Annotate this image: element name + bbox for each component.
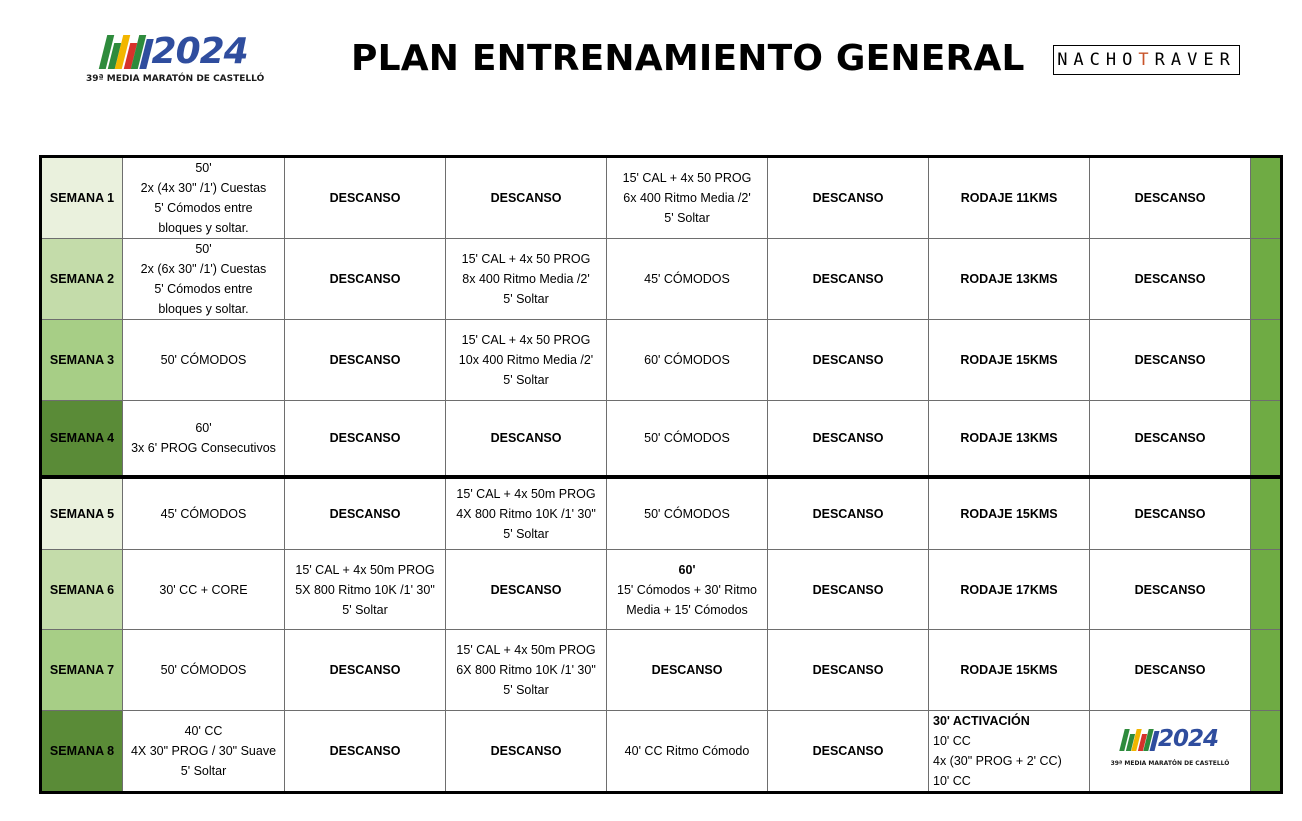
- cell-line: DESCANSO: [1134, 430, 1206, 445]
- m-letter-icon: [103, 35, 151, 69]
- cell-line: 45' CÓMODOS: [160, 506, 247, 521]
- cell-line: 2x (6x 30" /1') Cuestas: [140, 262, 267, 276]
- cell-line: 40' CC Ritmo Cómodo: [624, 744, 750, 758]
- cell-line: 5' Soltar: [503, 373, 549, 387]
- day-cell: [446, 630, 607, 711]
- cell-line: DESCANSO: [490, 191, 562, 205]
- cell-line: DESCANSO: [490, 430, 562, 445]
- cell-line: DESCANSO: [329, 353, 401, 367]
- cell-line: DESCANSO: [1134, 272, 1206, 286]
- cell-line: 15' CAL + 4x 50m PROG: [456, 486, 596, 501]
- cell-line: 5X 800 Ritmo 10K /1' 30": [295, 582, 435, 597]
- day-cell: [446, 157, 607, 239]
- day-cell: [929, 320, 1090, 401]
- brand-name-end: RAVER: [1154, 50, 1236, 70]
- cell-line: 2x (4x 30" /1') Cuestas: [140, 181, 267, 195]
- day-cell: [607, 320, 768, 401]
- day-cell: [285, 239, 446, 320]
- week-row: [41, 711, 1282, 793]
- day-cell: [285, 320, 446, 401]
- cell-line: 6x 400 Ritmo Media /2': [623, 191, 751, 205]
- brand-name-start: NACHO: [1057, 50, 1139, 70]
- cell-line: DESCANSO: [812, 582, 884, 597]
- cell-line: 40' CC: [184, 724, 223, 738]
- day-cell: [768, 320, 929, 401]
- day-cell: [607, 401, 768, 477]
- cell-line: DESCANSO: [812, 353, 884, 367]
- day-cell: [123, 401, 285, 477]
- day-cell: [285, 630, 446, 711]
- cell-line: bloques y soltar.: [158, 302, 249, 316]
- day-cell: [607, 477, 768, 550]
- cell-line: 15' CAL + 4x 50 PROG: [461, 333, 591, 347]
- cell-line: RODAJE 15KMS: [960, 506, 1058, 521]
- cell-line: 60' CÓMODOS: [644, 353, 730, 367]
- day-cell: [929, 477, 1090, 550]
- green-stripe: [1251, 477, 1282, 550]
- day-cell: [123, 320, 285, 401]
- cell-line: DESCANSO: [812, 506, 884, 521]
- week-label: SEMANA 3: [41, 320, 123, 401]
- cell-line: 15' Cómodos + 30' Ritmo: [617, 582, 757, 597]
- week-label: SEMANA 5: [41, 477, 123, 550]
- green-stripe: [1251, 401, 1282, 477]
- cell-line: 45' CÓMODOS: [644, 272, 730, 286]
- cell-line: 8x 400 Ritmo Media /2': [462, 272, 590, 286]
- day-cell: [607, 239, 768, 320]
- training-plan-table: [39, 155, 1283, 794]
- day-cell: [607, 711, 768, 793]
- cell-line: DESCANSO: [812, 663, 884, 677]
- day-cell: [446, 401, 607, 477]
- green-stripe: [1251, 711, 1282, 793]
- day-cell: [1090, 550, 1251, 630]
- cell-line: DESCANSO: [812, 272, 884, 286]
- cell-line: bloques y soltar.: [158, 221, 249, 235]
- week-row: [41, 630, 1282, 711]
- cell-line: Media + 15' Cómodos: [626, 602, 748, 617]
- cell-line: 5' Soltar: [503, 292, 549, 306]
- day-cell: [123, 239, 285, 320]
- cell-line: DESCANSO: [1134, 663, 1206, 677]
- day-cell: [929, 401, 1090, 477]
- cell-line: DESCANSO: [329, 663, 401, 677]
- race-logo: [86, 31, 265, 84]
- day-cell: [285, 401, 446, 477]
- day-cell: [768, 157, 929, 239]
- race-logo-small: [1092, 728, 1248, 774]
- week-label: SEMANA 2: [41, 239, 123, 320]
- page-title: PLAN ENTRENAMIENTO GENERAL: [351, 38, 1025, 79]
- week-row: [41, 401, 1282, 477]
- cell-line: DESCANSO: [1134, 506, 1206, 521]
- cell-line: 10x 400 Ritmo Media /2': [458, 353, 594, 367]
- cell-line: DESCANSO: [651, 663, 723, 677]
- green-stripe: [1251, 630, 1282, 711]
- day-cell: [768, 550, 929, 630]
- cell-line: RODAJE 13KMS: [960, 272, 1058, 286]
- day-cell: [768, 630, 929, 711]
- day-cell: [285, 157, 446, 239]
- logo-subtitle: 39ª MEDIA MARATÓN DE CASTELLÓ: [1110, 760, 1230, 767]
- cell-line: DESCANSO: [1134, 353, 1206, 367]
- green-stripe: [1251, 320, 1282, 401]
- day-cell: [768, 239, 929, 320]
- day-cell: [607, 550, 768, 630]
- cell-line: 4X 800 Ritmo 10K /1' 30": [456, 506, 596, 521]
- logo-year: 2024: [151, 31, 248, 72]
- cell-line: DESCANSO: [1134, 582, 1206, 597]
- day-cell: [1090, 239, 1251, 320]
- week-row: [41, 477, 1282, 550]
- day-cell: [446, 320, 607, 401]
- cell-line: DESCANSO: [329, 272, 401, 286]
- green-stripe: [1251, 550, 1282, 630]
- day-cell: [768, 477, 929, 550]
- week-label: SEMANA 6: [41, 550, 123, 630]
- cell-line: DESCANSO: [329, 506, 401, 521]
- day-cell: [929, 711, 1090, 793]
- green-stripe: [1251, 239, 1282, 320]
- cell-line: 5' Soltar: [342, 602, 388, 617]
- week-row: [41, 157, 1282, 239]
- m-letter-icon: [1122, 729, 1158, 751]
- week-row: [41, 550, 1282, 630]
- day-cell: [607, 157, 768, 239]
- day-cell: [123, 477, 285, 550]
- cell-line: 15' CAL + 4x 50m PROG: [456, 643, 596, 657]
- day-cell: [446, 477, 607, 550]
- day-cell: [607, 630, 768, 711]
- brand-logo: [1053, 45, 1240, 75]
- cell-line: 50': [195, 242, 212, 256]
- cell-line: RODAJE 17KMS: [960, 582, 1058, 597]
- cell-line: DESCANSO: [490, 582, 562, 597]
- week-label: SEMANA 7: [41, 630, 123, 711]
- day-cell: [446, 711, 607, 793]
- cell-line: 4X 30" PROG / 30" Suave: [130, 744, 277, 758]
- cell-line: 50' CÓMODOS: [160, 353, 247, 367]
- cell-line: DESCANSO: [812, 430, 884, 445]
- cell-line: DESCANSO: [812, 191, 884, 205]
- cell-line: 15' CAL + 4x 50 PROG: [461, 252, 591, 266]
- cell-line: 5' Soltar: [180, 764, 227, 778]
- training-plan-body: [41, 157, 1282, 793]
- cell-line: RODAJE 15KMS: [960, 663, 1058, 677]
- logo-year: 2024: [1157, 726, 1218, 752]
- day-cell: [123, 550, 285, 630]
- day-cell: [1090, 401, 1251, 477]
- week-row: [41, 320, 1282, 401]
- cell-line: 30' ACTIVACIÓN: [933, 714, 1030, 728]
- cell-line: 30' CC + CORE: [159, 582, 248, 597]
- cell-line: 5' Soltar: [503, 683, 549, 697]
- logo-subtitle: 39ª MEDIA MARATÓN DE CASTELLÓ: [86, 74, 265, 84]
- day-cell: [123, 157, 285, 239]
- day-cell: [1090, 630, 1251, 711]
- day-cell: [285, 711, 446, 793]
- cell-line: 5' Soltar: [664, 211, 710, 225]
- day-cell: [929, 550, 1090, 630]
- cell-line: DESCANSO: [812, 744, 884, 758]
- cell-line: 4x (30" PROG + 2' CC): [933, 754, 1062, 768]
- cell-line: 6X 800 Ritmo 10K /1' 30": [456, 663, 596, 677]
- cell-line: DESCANSO: [329, 430, 401, 445]
- cell-line: 50' CÓMODOS: [160, 663, 247, 677]
- cell-line: 3x 6' PROG Consecutivos: [131, 440, 276, 455]
- week-label: SEMANA 1: [41, 157, 123, 239]
- cell-line: 60': [678, 562, 696, 577]
- cell-line: RODAJE 15KMS: [960, 353, 1058, 367]
- week-label: SEMANA 8: [41, 711, 123, 793]
- day-cell: [285, 550, 446, 630]
- cell-line: 15' CAL + 4x 50 PROG: [622, 171, 752, 185]
- day-cell: [1090, 320, 1251, 401]
- day-cell: [446, 239, 607, 320]
- cell-line: DESCANSO: [1134, 191, 1206, 205]
- cell-line: RODAJE 11KMS: [960, 191, 1058, 205]
- brand-accent-letter: T: [1138, 50, 1155, 70]
- day-cell: [1090, 157, 1251, 239]
- cell-line: DESCANSO: [329, 744, 401, 758]
- week-label: SEMANA 4: [41, 401, 123, 477]
- day-cell: [768, 711, 929, 793]
- cell-line: 5' Cómodos entre: [154, 282, 253, 296]
- cell-line: 50': [195, 161, 212, 175]
- day-cell: [123, 630, 285, 711]
- cell-line: 5' Soltar: [503, 526, 549, 541]
- cell-line: 10' CC: [933, 734, 971, 748]
- day-cell: [929, 630, 1090, 711]
- day-cell: [1090, 477, 1251, 550]
- day-cell: [768, 401, 929, 477]
- cell-line: 50' CÓMODOS: [644, 430, 730, 445]
- cell-line: DESCANSO: [490, 744, 562, 758]
- cell-line: 5' Cómodos entre: [154, 201, 253, 215]
- day-cell: [929, 239, 1090, 320]
- cell-line: DESCANSO: [329, 191, 401, 205]
- day-cell: [285, 477, 446, 550]
- race-logo-cell: [1090, 711, 1251, 793]
- day-cell: [446, 550, 607, 630]
- day-cell: [929, 157, 1090, 239]
- green-stripe: [1251, 157, 1282, 239]
- cell-line: 10' CC: [933, 774, 971, 788]
- week-row: [41, 239, 1282, 320]
- cell-line: 60': [195, 420, 212, 435]
- cell-line: 15' CAL + 4x 50m PROG: [295, 562, 435, 577]
- cell-line: 50' CÓMODOS: [644, 506, 730, 521]
- day-cell: [123, 711, 285, 793]
- cell-line: RODAJE 13KMS: [960, 430, 1058, 445]
